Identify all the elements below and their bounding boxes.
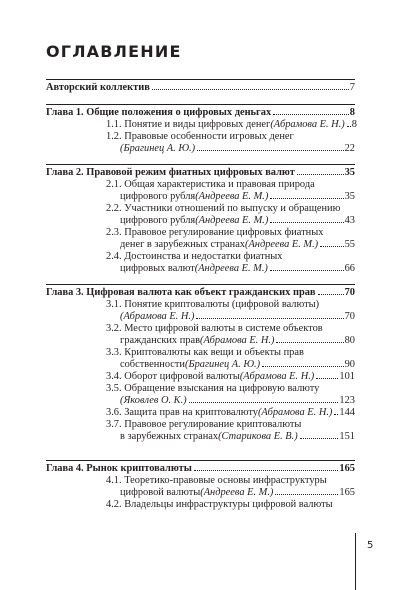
section-title-cont: цифровых валют: [120, 263, 195, 274]
dot-leader: [276, 342, 343, 343]
section-title-cont: собственности: [120, 359, 185, 370]
toc-section-2-3[interactable]: [46, 227, 355, 251]
section-number: 3.5.: [106, 383, 122, 394]
section-author: (Абрамова Е. Н.): [200, 335, 275, 346]
section-title: Понятие криптовалюты (цифровой валюты): [124, 299, 320, 310]
page-ref: 101: [339, 371, 355, 382]
page-ref: 35: [344, 191, 355, 202]
toc-chapter-1[interactable]: [46, 107, 355, 119]
page-ref: 70: [344, 311, 355, 322]
section-number: 3.1.: [106, 299, 122, 310]
section-title-cont: цифрового рубля: [120, 191, 196, 202]
dot-leader: [297, 174, 344, 175]
toc-chapter-4[interactable]: [46, 463, 355, 475]
section-title-cont: в зарубежных странах: [120, 431, 219, 442]
section-number: 2.1.: [106, 179, 122, 190]
page-ref: 35: [344, 167, 355, 178]
page-ref: 55: [344, 239, 355, 250]
dot-leader: [275, 494, 338, 495]
section-author: (Брагинец А. Ю.): [120, 143, 196, 154]
section-title: Теоретико-правовые основы инфраструктуры: [124, 475, 327, 486]
page-ref: 43: [344, 215, 355, 226]
section-number: 1.2.: [106, 131, 122, 142]
section-number: 1.1.: [106, 119, 122, 130]
dot-leader: [318, 294, 344, 295]
section-title: Криптовалюты как вещи и объекты прав: [124, 347, 304, 358]
section-title-cont: цифрового рубля: [120, 215, 196, 226]
section-number: 2.3.: [106, 227, 122, 238]
page-ref: 165: [339, 463, 355, 474]
section-title: Достоинства и недостатки фиатных: [124, 251, 283, 262]
toc-chapter-2[interactable]: [46, 167, 355, 179]
section-author: (Яковлев О. К.): [120, 395, 187, 406]
dot-leader: [270, 198, 343, 199]
section-number: 3.3.: [106, 347, 122, 358]
section-title: Участники отношений по выпуску и обращению: [124, 203, 341, 214]
separator-line: [46, 104, 355, 105]
section-title: Обращение взыскания на цифровую валюту: [124, 383, 320, 394]
page-title: ОГЛАВЛЕНИЕ: [46, 42, 182, 61]
page-ref: 22: [344, 143, 355, 154]
toc-section-2-2[interactable]: [46, 203, 355, 227]
section-author: (Андреева Е. М.): [245, 239, 319, 250]
toc-section-1-2[interactable]: [46, 131, 355, 155]
chapter-title: Глава 2. Правовой режим фиатных цифровых валют: [46, 167, 295, 178]
section-author: (Абрамова Е. Н.): [120, 311, 195, 322]
dot-leader: [316, 378, 338, 379]
section-author: (Абрамова Е. Н.): [239, 371, 315, 382]
separator-line: [46, 284, 355, 285]
section-title: Правовые особенности игровых денег: [124, 131, 294, 142]
chapter-title: Глава 3. Цифровая валюта как объект гражданских прав: [46, 287, 316, 298]
dot-leader: [334, 414, 338, 415]
toc-section-1-1[interactable]: [46, 119, 355, 131]
section-author: (Андреева Е. М.): [194, 263, 268, 274]
chapter-title: Глава 1. Общие положения о цифровых деньгах: [46, 107, 272, 118]
dot-leader: [300, 438, 339, 439]
section-author: (Старикова Е. В.): [218, 431, 298, 442]
toc-section-3-3[interactable]: [46, 347, 355, 371]
chapter-title: Глава 4. Рынок криптовалюты: [46, 463, 192, 474]
section-title: Правовое регулирование криптовалюты: [124, 419, 302, 430]
separator-line: [46, 460, 355, 461]
section-title: Место цифровой валюты в системе объектов: [124, 323, 323, 334]
toc-section-4-2[interactable]: [46, 499, 355, 511]
toc-section-3-5[interactable]: [46, 383, 355, 407]
page-ref: 70: [344, 287, 355, 298]
section-title: Общая характеристика и правовая природа: [124, 179, 315, 190]
dot-leader: [152, 89, 349, 90]
dot-leader: [196, 318, 343, 319]
dot-leader: [347, 126, 351, 127]
entry-label: Авторский коллектив: [46, 82, 150, 93]
page-ref: 66: [344, 263, 355, 274]
toc-chapter-3[interactable]: [46, 287, 355, 299]
toc-section-3-6[interactable]: [46, 407, 355, 419]
section-author: (Андреева Е. М.): [200, 487, 274, 498]
section-title-cont: денег в зарубежных странах: [120, 239, 245, 250]
section-title: Оборот цифровой валюты: [124, 371, 240, 382]
section-number: 2.2.: [106, 203, 122, 214]
section-number: 3.4.: [106, 371, 122, 382]
margin-rule: [355, 533, 356, 590]
section-number: 3.6.: [106, 407, 122, 418]
section-number: 4.2.: [106, 499, 122, 510]
section-author: (Абрамова Е. Н.): [270, 119, 345, 130]
section-number: 3.2.: [106, 323, 122, 334]
section-author: (Андреева Е. М.): [195, 215, 269, 226]
page-ref: 90: [344, 359, 355, 370]
dot-leader: [270, 222, 343, 223]
page-ref: 144: [339, 407, 355, 418]
toc-section-3-2[interactable]: [46, 323, 355, 347]
page-number: 5: [367, 540, 374, 551]
section-number: 3.7.: [106, 419, 122, 430]
toc-section-2-4[interactable]: [46, 251, 355, 275]
separator-line: [46, 164, 355, 165]
toc-entry-authors[interactable]: [46, 82, 355, 94]
page-ref: 123: [339, 395, 355, 406]
section-number: 4.1.: [106, 475, 122, 486]
section-title: Защита прав на криптовалюту: [124, 407, 258, 418]
section-author: (Андреева Е. М.): [195, 191, 269, 202]
page-ref: 80: [344, 335, 355, 346]
page-ref: 165: [339, 487, 355, 498]
page-ref: 8: [351, 119, 357, 130]
dot-leader: [262, 366, 343, 367]
section-number: 2.4.: [106, 251, 122, 262]
toc-section-4-1[interactable]: [46, 475, 355, 499]
section-title-cont: цифровой валюты: [120, 487, 201, 498]
section-title: Владельцы инфраструктуры цифровой валюты: [124, 499, 333, 510]
separator-line: [46, 79, 355, 80]
section-author: (Абрамова Е. Н.): [257, 407, 333, 418]
dot-leader: [189, 402, 339, 403]
dot-leader: [270, 270, 344, 271]
toc-section-3-7[interactable]: [46, 419, 355, 443]
dot-leader: [194, 470, 339, 471]
dot-leader: [320, 246, 343, 247]
toc-section-3-4[interactable]: [46, 371, 355, 383]
page-ref: 151: [339, 431, 355, 442]
toc-section-2-1[interactable]: [46, 179, 355, 203]
section-author: (Брагинец А. Ю.): [185, 359, 261, 370]
dot-leader: [273, 114, 349, 115]
page-ref: 8: [349, 107, 355, 118]
section-title: Правовое регулирование цифровых фиатных: [124, 227, 324, 238]
dot-leader: [197, 150, 343, 151]
section-title: Понятие и виды цифровых денег: [124, 119, 271, 130]
page-ref: 7: [349, 82, 355, 93]
toc-section-3-1[interactable]: [46, 299, 355, 323]
section-title-cont: гражданских прав: [120, 335, 200, 346]
